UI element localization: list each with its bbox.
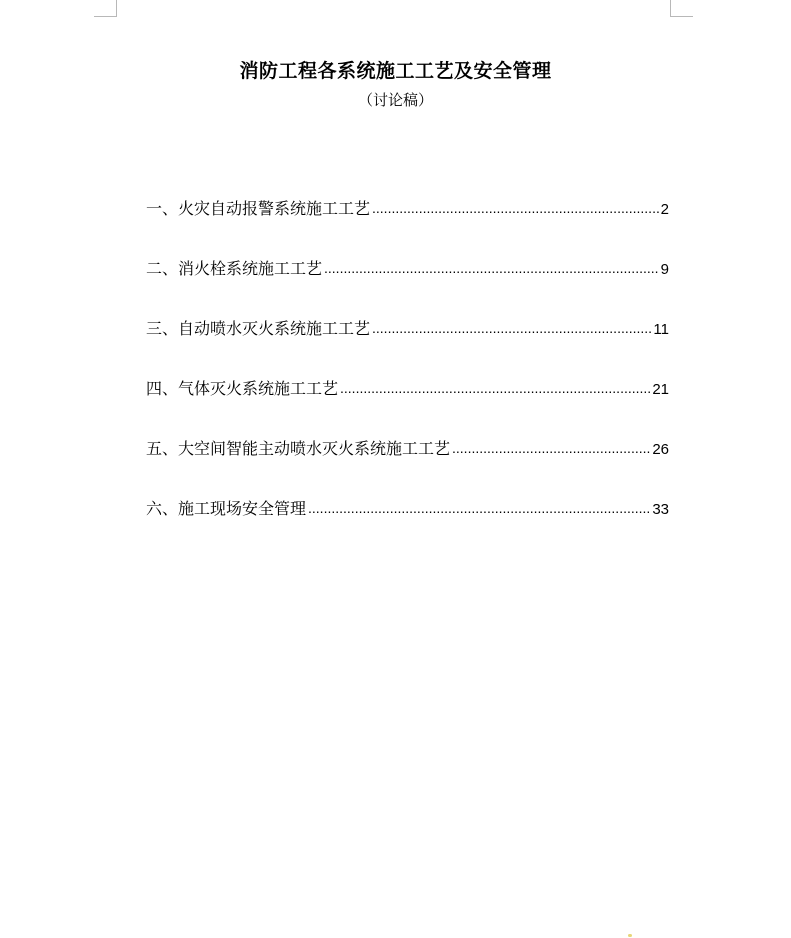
toc-entry-label: 一、火灾自动报警系统施工工艺 xyxy=(146,199,371,218)
toc-entry[interactable] xyxy=(146,316,669,376)
scan-speck xyxy=(628,934,632,937)
toc-entry-label: 二、消火栓系统施工工艺 xyxy=(146,259,323,278)
document-subtitle: （讨论稿） xyxy=(357,91,433,109)
toc-dot-leader xyxy=(452,441,650,457)
toc-entry-label: 三、自动喷水灭火系统施工工艺 xyxy=(146,319,371,338)
toc-page-number: 11 xyxy=(653,321,669,338)
toc-entry[interactable] xyxy=(146,496,669,556)
toc-page-number: 9 xyxy=(660,261,669,278)
toc-entry-label: 六、施工现场安全管理 xyxy=(146,499,307,518)
toc-entry-label: 四、气体灭火系统施工工艺 xyxy=(146,379,339,398)
margin-corner-mark-left xyxy=(94,0,117,17)
toc-entry[interactable] xyxy=(146,376,669,436)
toc-dot-leader xyxy=(372,201,659,217)
toc-entry[interactable] xyxy=(146,256,669,316)
margin-corner-mark-right xyxy=(670,0,693,17)
toc-page-number: 33 xyxy=(652,501,669,518)
toc-entry[interactable] xyxy=(146,196,669,256)
toc-page-number: 26 xyxy=(652,441,669,458)
toc-page-number: 21 xyxy=(652,381,669,398)
toc-entry-label: 五、大空间智能主动喷水灭火系统施工工艺 xyxy=(146,439,451,458)
toc-dot-leader xyxy=(308,501,650,517)
toc-dot-leader xyxy=(324,261,659,277)
toc-page-number: 2 xyxy=(660,201,669,218)
toc-entry[interactable] xyxy=(146,436,669,496)
toc-dot-leader xyxy=(340,381,650,397)
table-of-contents xyxy=(146,196,669,556)
document-title: 消防工程各系统施工工艺及安全管理 xyxy=(239,60,552,82)
toc-dot-leader xyxy=(372,321,651,337)
